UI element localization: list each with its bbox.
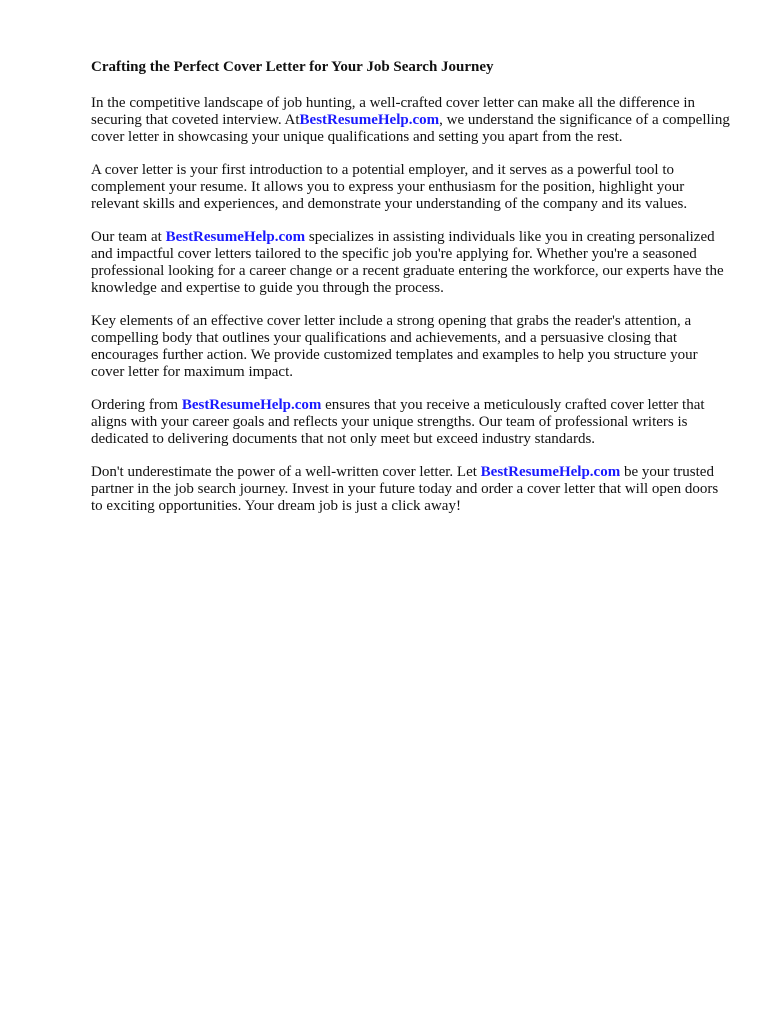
bestresumehelp-link[interactable]: BestResumeHelp.com bbox=[480, 464, 621, 480]
paragraph-intro-text-b: , we understand the significance of a compelling cover letter in showcasing your unique qualifications and setting you apart from the rest. bbox=[91, 112, 730, 145]
bestresumehelp-link[interactable]: BestResumeHelp.com bbox=[165, 229, 306, 245]
paragraph-ordering-text-a: Ordering from bbox=[91, 397, 182, 413]
paragraph-ordering-text-b: ensures that you receive a meticulously crafted cover letter that aligns with your career goals and reflects your unique strengths. Our team of professional writers is dedicated to delivering documents that not only meet but exceed industry standards. bbox=[91, 397, 705, 447]
paragraph-ordering bbox=[91, 397, 731, 448]
paragraph-team-text-b: specializes in assisting individuals like you in creating personalized and impactful cover letters tailored to the specific job you're applying for. Whether you're a seasoned professional looking for a career change or a recent graduate entering the workforce, our experts have the knowledge and expertise to guide you through the process. bbox=[91, 229, 724, 296]
paragraph-closing bbox=[91, 464, 731, 515]
document-title: Crafting the Perfect Cover Letter for Your Job Search Journey bbox=[91, 59, 494, 75]
paragraph-team-text-a: Our team at bbox=[91, 229, 166, 245]
document-page bbox=[91, 58, 731, 531]
paragraph-purpose: A cover letter is your first introduction to a potential employer, and it serves as a powerful tool to complement your resume. It allows you to express your enthusiasm for the position, highlight your relevant skills and experiences, and demonstrate your understanding of the company and its values. bbox=[91, 162, 688, 212]
paragraph-key-elements: Key elements of an effective cover letter include a strong opening that grabs the reader's attention, a compelling body that outlines your qualifications and achievements, and a persuasive closing that encourages further action. We provide customized templates and examples to help you structure your cover letter for maximum impact. bbox=[91, 313, 698, 380]
paragraph-closing-text-b: be your trusted partner in the job search journey. Invest in your future today and order a cover letter that will open doors to exciting opportunities. Your dream job is just a click away! bbox=[91, 464, 719, 514]
paragraph-intro-text-a: In the competitive landscape of job hunting, a well-crafted cover letter can make all the difference in securing that coveted interview. At bbox=[91, 95, 696, 128]
bestresumehelp-link[interactable]: BestResumeHelp.com bbox=[299, 112, 440, 128]
paragraph-closing-text-a: Don't underestimate the power of a well-written cover letter. Let bbox=[91, 464, 481, 480]
paragraph-intro bbox=[91, 95, 731, 146]
paragraph-team bbox=[91, 229, 731, 297]
bestresumehelp-link[interactable]: BestResumeHelp.com bbox=[181, 397, 322, 413]
